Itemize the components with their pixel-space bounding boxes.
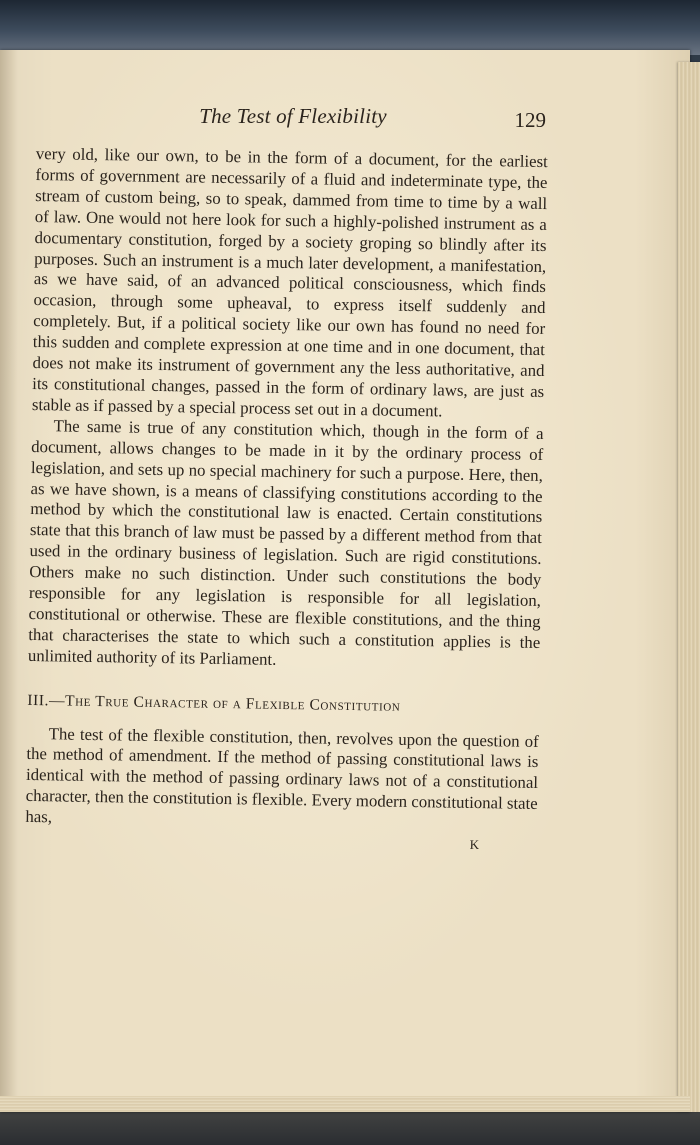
paragraph: The test of the flexible constitution, then, revolves upon the question of the method of amendment. If the method of passing constitutional laws is identical with the method of passing ordinary laws not of a constitutional character, then the constitution is flexible. Every modern constitutional state has,	[25, 723, 539, 827]
paragraph: very old, like our own, to be in the form of a document, for the earliest forms of government are necessarily of a fluid and indeterminate type, the stream of custom being, so to speak, dammed from time to time by a wall of law. One would not here look for such a highly-polished instrument as a documentary constitution, forged by a society groping so blindly after its purposes. Such an instrument is a much later development, a manifestation, as we have said, of an advanced political consciousness, which finds occasion, through some upheaval, to express itself suddenly and completely. But, if a political society like our own has found no need for this sudden and complete expression at one time and in one document, that does not make its instrument of government any the less authoritative, and its constitutional changes, passed in the form of ordinary laws, are just as stable as if passed by a special process set out in a document.	[31, 144, 548, 421]
gutter-shadow	[0, 50, 18, 1112]
page-body	[25, 144, 548, 857]
page-header	[40, 104, 546, 140]
page-edges-right	[678, 62, 700, 1112]
section-heading: III.—The True Character of a Flexible Constitution	[27, 691, 401, 715]
signature-mark: K	[469, 836, 480, 853]
background-top	[0, 0, 700, 55]
paragraph: The same is true of any constitution which, though in the form of a document, allows changes to be made in it by the ordinary process of legislation, and sets up no special machinery for such a purpose. Here, then, as we have shown, is a means of classifying constitutions according to the method by which the constitutional law is enacted. Certain constitutions state that this branch of law must be passed by a different method from that used in the ordinary business of legislation. Such are rigid constitutions. Others make no such distinction. Under such constitutions the body responsible for any legislation is responsible for all legislation, constitutional or otherwise. These are flexible constitutions, and the thing that characterises the state to which such a constitution applies is the unlimited authority of its Parliament.	[27, 416, 544, 669]
page-edges-bottom	[0, 1096, 690, 1112]
page-number: 129	[514, 108, 546, 132]
running-head: The Test of Flexibility	[199, 104, 387, 128]
